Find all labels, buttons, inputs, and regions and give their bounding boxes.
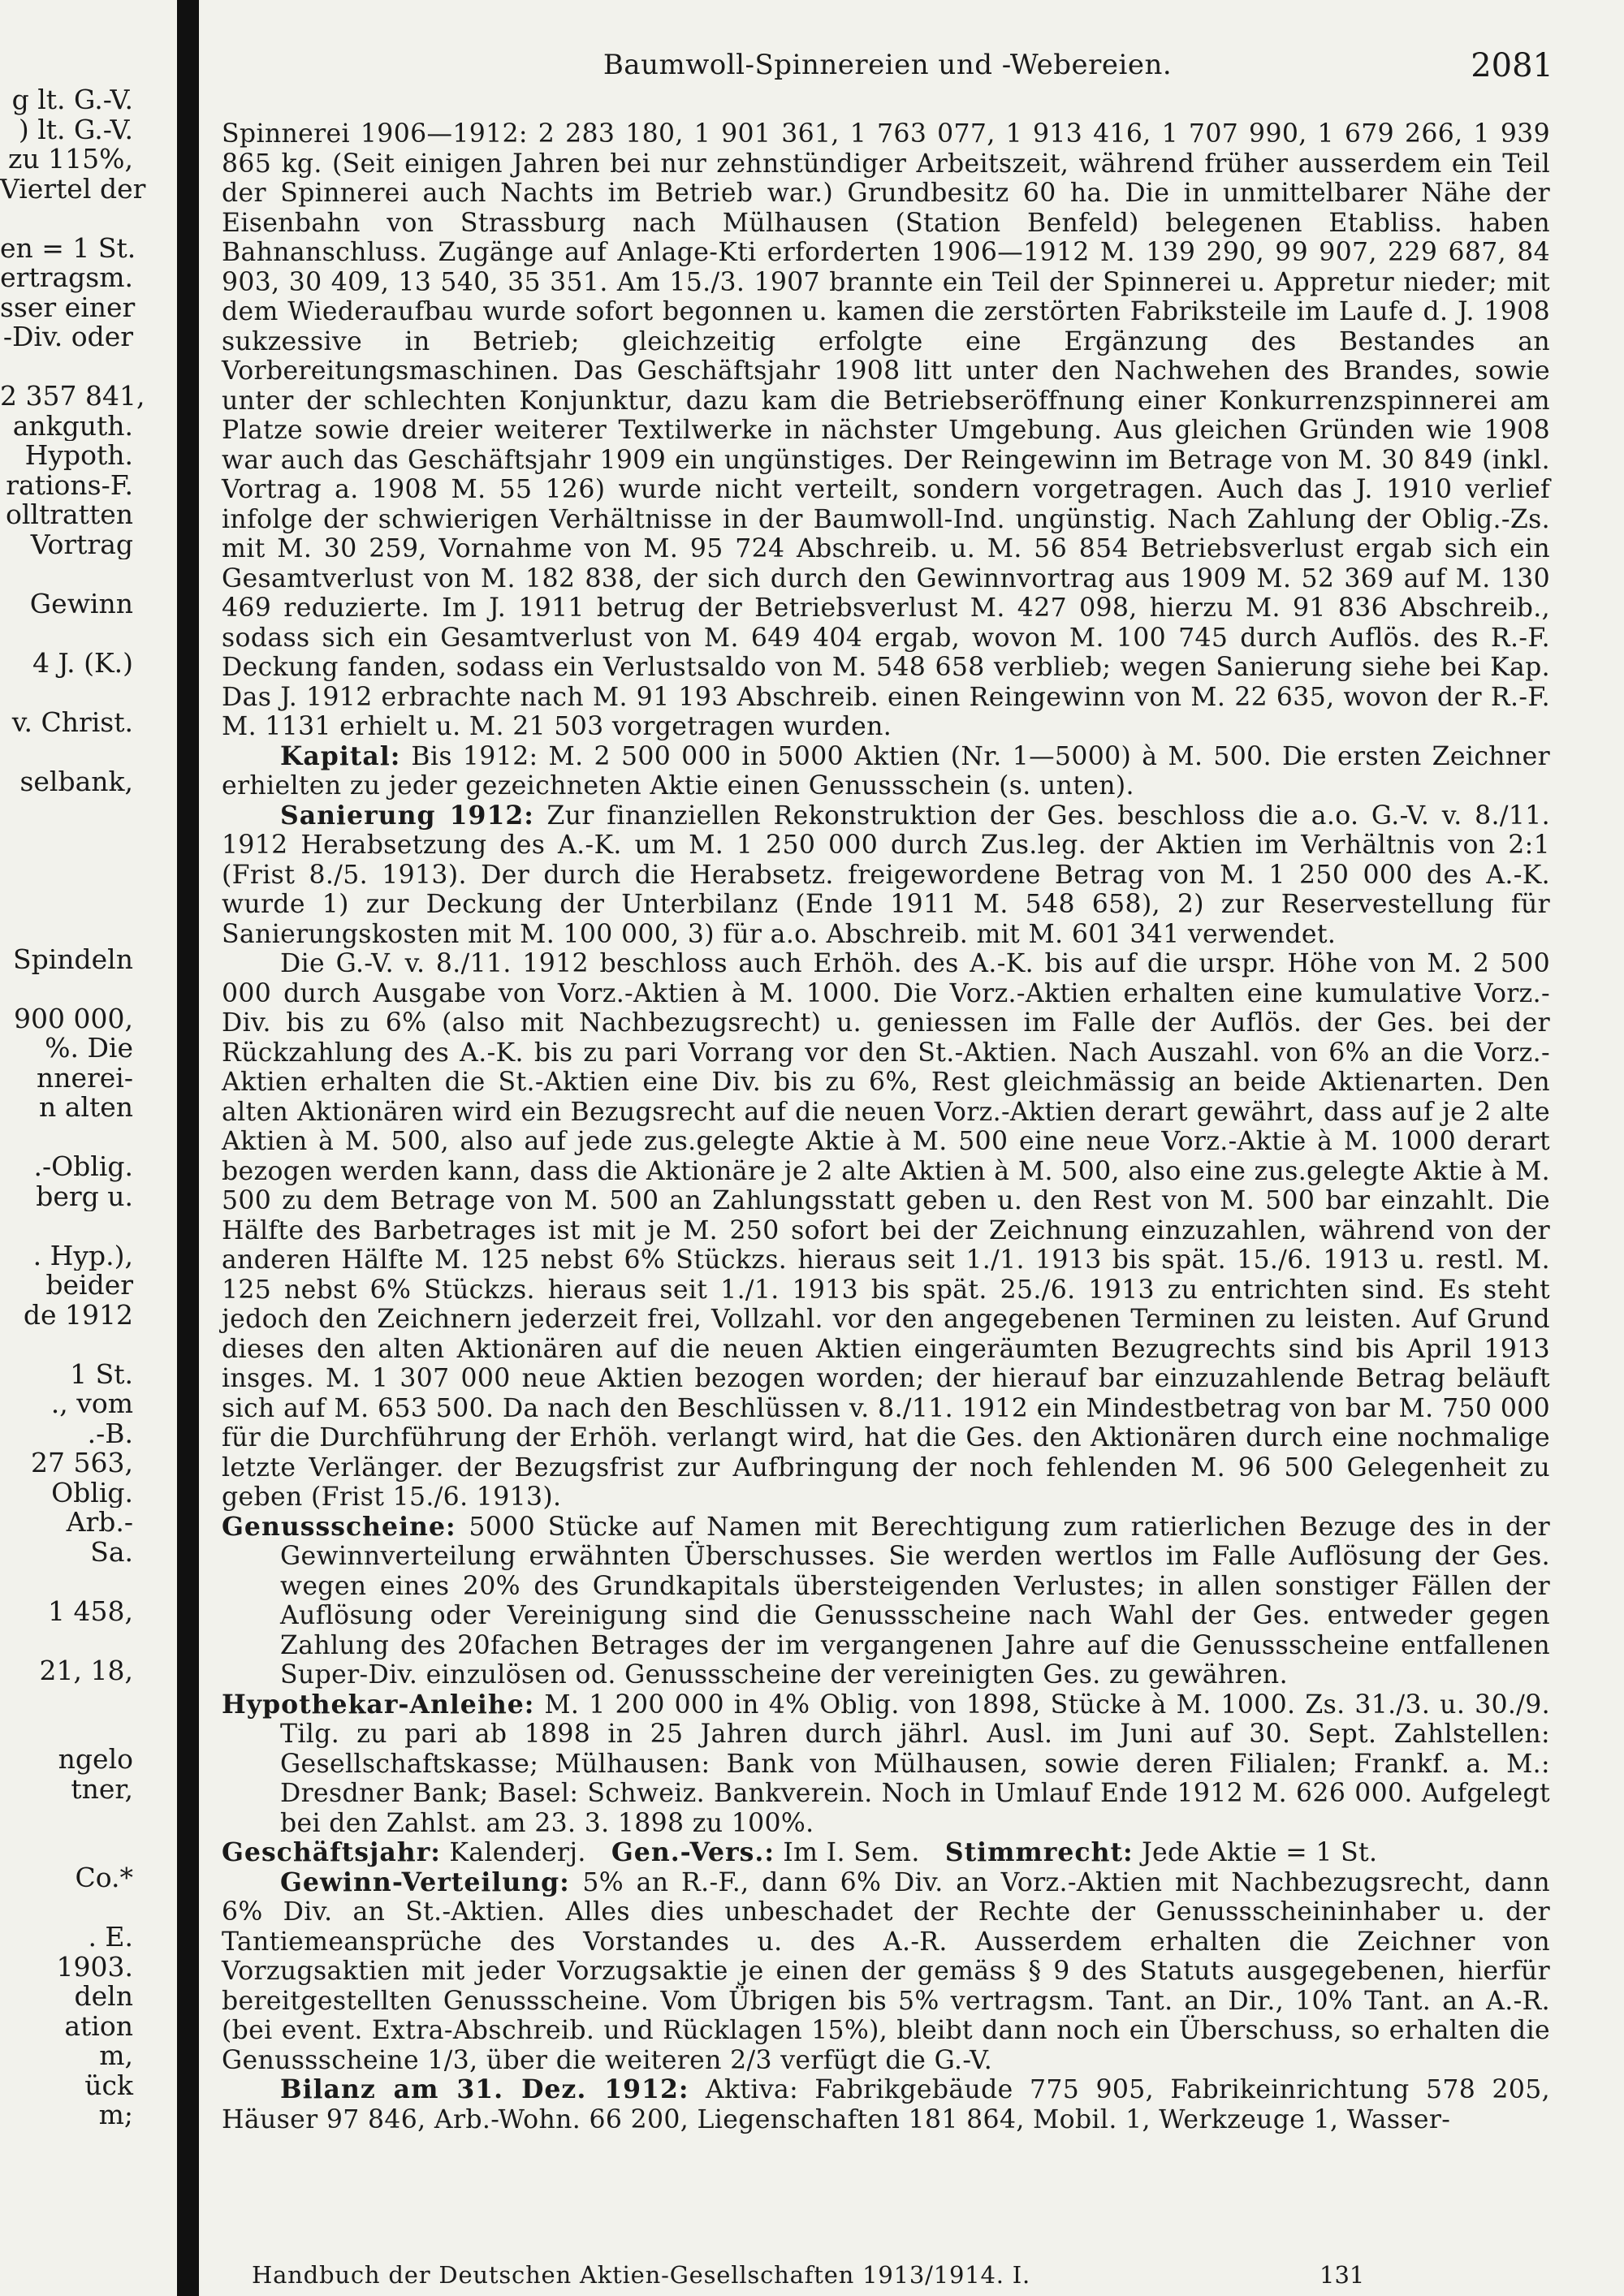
- page-header: [222, 49, 1553, 88]
- section-genussscheine: [222, 1513, 1550, 1690]
- section-text-sanierung: Zur finanziellen Rekonstruktion der Ges. beschloss die a.o. G.-V. v. 8./11. 1912 Herabsetzung des A.-K. um M. 1 250 000 durch Zus.leg. der Aktien im Verhältnis von 2:1 (Frist 8./5. 1913). Der durch die Herabsetz. freigewordene Betrag von M. 1 250 000 des A.-K. wurde 1) zur Deckung der Unterbilanz (Ende 1911 M. 548 658), 2) zur Reservestellung für Sanierungskosten mit M. 100 000, 3) für a.o. Abschreib. mit M. 601 341 verwendet.: [222, 801, 1550, 949]
- left-fragment-line: olltratten: [6, 500, 133, 530]
- section-hypothekar-anleihe: [222, 1690, 1550, 1839]
- left-fragment-line: [0, 737, 154, 767]
- left-fragment-line: ertragsm.: [0, 263, 133, 293]
- main-text-column: [222, 119, 1550, 2134]
- left-fragment-line: ankguth.: [12, 411, 133, 441]
- left-fragment-line: . E.: [88, 1923, 133, 1953]
- section-bilanz: [222, 2075, 1550, 2134]
- left-fragment-line: .-B.: [87, 1418, 133, 1448]
- section-label-sanierung: Sanierung 1912:: [280, 800, 534, 831]
- section-label-gewinn: Gewinn-Verteilung:: [280, 1867, 570, 1897]
- section-label-hypothekar: Hypothekar-Anleihe:: [222, 1689, 535, 1720]
- section-label-geschaeftsjahr: Geschäftsjahr:: [222, 1837, 441, 1867]
- section-text-kapital: Bis 1912: M. 2 500 000 in 5000 Aktien (Nr. 1—5000) à M. 500. Die ersten Zeichner erhielten zu jeder gezeichneten Aktie einen Genussschein (s. unten).: [222, 741, 1550, 801]
- running-title: Baumwoll-Spinnereien und -Webereien.: [603, 49, 1173, 81]
- section-meta-line: [222, 1838, 1550, 1868]
- left-fragment-line: de 1912: [23, 1300, 133, 1330]
- section-text-geschaeftsjahr: Kalenderj.: [449, 1838, 586, 1867]
- left-fragment-line: .-Oblig.: [33, 1152, 133, 1182]
- left-fragment-line: Viertel der: [0, 174, 146, 204]
- left-fragment-line: g lt. G.-V.: [11, 85, 133, 115]
- adjacent-page-fragment-column: [0, 85, 154, 2130]
- footer-source-title: Handbuch der Deutschen Aktien-Gesellschaften 1913/1914. I.: [252, 2261, 1031, 2289]
- section-text-bilanz: Aktiva: Fabrikgebäude 775 905, Fabrikeinrichtung 578 205, Häuser 97 846, Arb.-Wohn. 66 200, Liegenschaften 181 864, Mobil. 1, Werkzeuge 1, Wasser-: [222, 2075, 1550, 2134]
- left-fragment-line: m;: [98, 2100, 133, 2130]
- left-fragment-line: tner,: [71, 1774, 133, 1804]
- left-fragment-line: 27 563,: [31, 1448, 133, 1478]
- section-text-genussscheine: 5000 Stücke auf Namen mit Berechtigung zum ratierlichen Bezuge des in der Gewinnverteilung erwähnten Überschusses. Sie werden wertlos im Falle Auflösung der Ges. wegen eines 20% des Grundkapitals übersteigenden Verlustes; in allen sonstiger Fällen der Auflösung oder Vereinigung sind die Genussscheine nach Wahl der Ges. entweder gegen Zahlung des 20fachen Betrages der im vergangenen Jahre auf die Genussscheine entfallenen Super-Div. einzulösen od. Genussscheine der vereinigten Ges. zu gewähren.: [280, 1512, 1550, 1690]
- left-fragment-line: [0, 1685, 154, 1716]
- left-fragment-line: 900 000,: [14, 1003, 133, 1034]
- left-fragment-line: [0, 886, 154, 916]
- left-fragment-line: 1903.: [56, 1952, 133, 1982]
- binding-gutter-rule: [177, 0, 199, 2296]
- left-fragment-line: ., vom: [50, 1389, 133, 1419]
- left-fragment-line: [0, 1834, 154, 1864]
- left-fragment-line: [0, 204, 154, 234]
- left-fragment-line: ation: [64, 2011, 133, 2041]
- left-fragment-line: [0, 856, 154, 886]
- left-fragment-line: [0, 1626, 154, 1656]
- section-label-gen-vers: Gen.-Vers.:: [611, 1837, 775, 1867]
- left-fragment-line: beider: [45, 1271, 133, 1301]
- left-fragment-line: Arb.-: [66, 1508, 133, 1538]
- section-label-genussscheine: Genussscheine:: [222, 1511, 456, 1542]
- left-fragment-line: 4 J. (K.): [32, 648, 133, 678]
- section-text-stimmrecht: Jede Aktie = 1 St.: [1142, 1838, 1378, 1867]
- section-label-stimmrecht: Stimmrecht:: [944, 1837, 1134, 1867]
- left-fragment-line: [0, 1211, 154, 1241]
- section-text-hypothekar: M. 1 200 000 in 4% Oblig. von 1898, Stücke à M. 1000. Zs. 31./3. u. 30./9. Tilg. zu pari ab 1898 in 25 Jahren durch jährl. Ausl. im Juni auf 30. Sept. Zahlstellen: Gesellschaftskasse; Mülhausen: Bank von Mülhausen, sowie deren Filialen; Frankf. a. M.: Dresdner Bank; Basel: Schweiz. Bankverein. Noch in Umlauf Ende 1912 M. 626 000. Aufgelegt bei den Zahlst. am 23. 3. 1898 zu 100%.: [280, 1690, 1550, 1838]
- left-fragment-line: 1 458,: [48, 1596, 133, 1626]
- page-footer: [252, 2261, 1551, 2294]
- left-fragment-line: 1 St.: [70, 1359, 133, 1389]
- section-text-gewinn: 5% an R.-F., dann 6% Div. an Vorz.-Aktien mit Nachbezugsrecht, dann 6% Div. an St.-Aktien. Alles dies unbeschadet der Rechte der Genussscheininhaber u. der Tantiemeansprüche des Vorstandes u. des A.-R. Ausserdem erhalten die Zeichner von Vorzugsaktien mit jeder Vorzugsaktie je einen der gemäss § 9 des Statuts ausgegebenen, hierfür bereitgestellten Genussscheine. Vom Übrigen bis 5% vertragsm. Tant. an Dir., 10% Tant. an A.-R. (bei event. Extra-Abschreib. und Rücklagen 15%), bleibt dann noch ein Überschuss, so erhalten die Genussscheine 1/3, über die weiteren 2/3 verfügt die G.-V.: [222, 1867, 1550, 2075]
- left-fragment-line: [0, 619, 154, 649]
- left-fragment-line: Hypoth.: [24, 441, 133, 471]
- left-fragment-line: 21, 18,: [39, 1655, 133, 1685]
- left-fragment-line: [0, 826, 154, 857]
- left-fragment-line: zu 115%,: [8, 145, 133, 175]
- left-fragment-line: Sa.: [90, 1537, 133, 1567]
- left-fragment-line: . Hyp.),: [32, 1241, 133, 1271]
- left-fragment-line: selbank,: [19, 766, 133, 796]
- left-fragment-line: [0, 796, 154, 826]
- section-kapital: [222, 742, 1550, 801]
- left-fragment-line: [0, 915, 154, 945]
- left-fragment-line: Co.*: [75, 1863, 133, 1893]
- left-fragment-line: [0, 1330, 154, 1360]
- left-fragment-line: m,: [99, 2041, 133, 2071]
- section-label-bilanz: Bilanz am 31. Dez. 1912:: [280, 2074, 689, 2104]
- left-fragment-line: [0, 1893, 154, 1923]
- left-fragment-line: nnerei-: [36, 1063, 133, 1093]
- left-fragment-line: [0, 974, 154, 1004]
- section-sanierung: [222, 801, 1550, 950]
- left-fragment-line: rations-F.: [6, 470, 133, 500]
- left-fragment-line: [0, 1804, 154, 1834]
- page-number: 2081: [1471, 47, 1553, 84]
- left-fragment-line: ) lt. G.-V.: [18, 114, 133, 145]
- left-fragment-line: [0, 352, 154, 382]
- left-fragment-line: [0, 559, 154, 589]
- section-label-kapital: Kapital:: [280, 740, 401, 771]
- footer-sheet-number: 131: [1320, 2261, 1365, 2289]
- left-fragment-line: n alten: [38, 1093, 133, 1123]
- left-fragment-line: ngelo: [58, 1745, 133, 1775]
- left-fragment-line: en = 1 St.: [0, 233, 136, 263]
- left-fragment-line: deln: [74, 1982, 133, 2012]
- left-fragment-line: v. Christ.: [11, 707, 133, 737]
- section-gewinn-verteilung: [222, 1868, 1550, 2076]
- left-fragment-line: sser einer: [0, 292, 136, 322]
- left-fragment-line: Gewinn: [29, 589, 133, 619]
- left-fragment-line: berg u.: [36, 1181, 133, 1211]
- paragraph-production: Spinnerei 1906—1912: 2 283 180, 1 901 361, 1 763 077, 1 913 416, 1 707 990, 1 679 266, 1 939 865 kg. (Seit einigen Jahren bei nur zehnstündiger Arbeitszeit, während früher ausserdem ein Teil der Spinnerei auch Nachts im Betrieb war.) Grundbesitz 60 ha. Die in unmittelbarer Nähe der Eisenbahn von Strassburg nach Mülhausen (Station Benfeld) belegenen Etabliss. haben Bahnanschluss. Zugänge auf Anlage-Kti erforderten 1906—1912 M. 139 290, 99 907, 229 687, 84 903, 30 409, 13 540, 35 351. Am 15./3. 1907 brannte ein Teil der Spinnerei u. Appretur nieder; mit dem Wiederaufbau wurde sofort begonnen u. kamen die zerstörten Fabriksteile im Laufe d. J. 1908 sukzessive in Betrieb; gleichzeitig erfolgte eine Ergänzung des Bestandes an Vorbereitungsmaschinen. Das Geschäftsjahr 1908 litt unter den Nachwehen des Brandes, sowie unter der schlechten Konjunktur, dazu kam die Betriebseröffnung einer Konkurrenzspinnerei am Platze sowie dreier weiterer Textilwerke in nächster Umgebung. Aus gleichen Gründen wie 1908 war auch das Geschäftsjahr 1909 ein ungünstiges. Der Reingewinn im Betrage von M. 30 849 (inkl. Vortrag a. 1908 M. 55 126) wurde nicht verteilt, sondern vorgetragen. Auch das J. 1910 verlief infolge der schwierigen Verhältnisse in der Baumwoll-Ind. ungünstig. Nach Zahlung der Oblig.-Zs. mit M. 30 259, Vornahme von M. 95 724 Abschreib. u. M. 56 854 Betriebsverlust ergab sich ein Gesamtverlust von M. 182 838, der sich durch den Gewinnvortrag aus 1909 M. 52 369 auf M. 130 469 reduzierte. Im J. 1911 betrug der Betriebsverlust M. 427 098, hierzu M. 91 836 Abschreib., sodass sich ein Gesamtverlust von M. 649 404 ergab, wovon M. 100 745 durch Auflös. des R.-F. Deckung fanden, sodass ein Verlustsaldo von M. 548 658 verblieb; wegen Sanierung siehe bei Kap. Das J. 1912 erbrachte nach M. 91 193 Abschreib. einen Reingewinn von M. 22 635, wovon der R.-F. M. 1131 erhielt u. M. 21 503 vorgetragen wurden.: [222, 119, 1550, 741]
- left-fragment-line: Spindeln: [12, 944, 133, 974]
- left-fragment-line: 2 357 841,: [0, 382, 145, 412]
- left-fragment-line: [0, 1567, 154, 1597]
- left-fragment-line: [0, 1716, 154, 1746]
- left-fragment-line: ück: [84, 2070, 133, 2100]
- left-fragment-line: [0, 1123, 154, 1153]
- left-fragment-line: -Div. oder: [2, 322, 133, 352]
- left-fragment-line: %. Die: [45, 1034, 133, 1064]
- left-fragment-line: Vortrag: [30, 529, 133, 559]
- paragraph-capital-increase: Die G.-V. v. 8./11. 1912 beschloss auch Erhöh. des A.-K. bis auf die urspr. Höhe von M. 2 500 000 durch Ausgabe von Vorz.-Aktien à M. 1000. Die Vorz.-Aktien erhalten eine kumulative Vorz.-Div. bis zu 6% (also mit Nachbezugsrecht) u. geniessen im Falle der Auflös. der Ges. bei der Rückzahlung des A.-K. bis zu pari Vorrang vor den St.-Aktien. Nach Auszahl. von 6% an die Vorz.-Aktien erhalten die St.-Aktien eine Div. bis zu 6%, Rest gleichmässig an beide Aktienarten. Den alten Aktionären wird ein Bezugsrecht auf die neuen Vorz.-Aktien derart gewährt, dass auf je 2 alte Aktien à M. 500, also auf jede zus.gelegte Aktie à M. 500 eine neue Vorz.-Aktie à M. 1000 derart bezogen werden kann, dass die Aktionäre je 2 alte Aktien à M. 500, also eine zus.gelegte Aktie à M. 500 zu dem Betrage von M. 500 an Zahlungsstatt geben u. den Rest von M. 500 bar einzahlt. Die Hälfte des Barbetrages ist mit je M. 250 sofort bei der Zeichnung einzuzahlen, während von der anderen Hälfte M. 125 nebst 6% Stückzs. hieraus seit 1./1. 1913 bis spät. 15./6. 1913 u. restl. M. 125 nebst 6% Stückzs. hieraus seit 1./1. 1913 bis spät. 25./6. 1913 zu entrichten sind. Es steht jedoch den Zeichnern jederzeit frei, Vollzahl. vor den angegebenen Terminen zu leisten. Auf Grund dieses den alten Aktionären auf die neuen Aktien eingeräumten Bezugrechts sind bis April 1913 insges. M. 1 307 000 neue Aktien bezogen worden; der hierauf bar einzuzahlende Betrag beläuft sich auf M. 653 500. Da nach den Beschlüssen v. 8./11. 1912 ein Mindestbetrag von bar M. 750 000 für die Durchführung der Erhöh. verlangt wird, hat die Ges. den Aktionären durch eine nochmalige letzte Verlänger. der Bezugsfrist zur Aufbringung der noch fehlenden M. 96 500 Gelegenheit zu geben (Frist 15./6. 1913).: [222, 949, 1550, 1512]
- section-text-gen-vers: Im I. Sem.: [783, 1838, 920, 1867]
- left-fragment-line: Oblig.: [51, 1478, 133, 1508]
- left-fragment-line: [0, 678, 154, 708]
